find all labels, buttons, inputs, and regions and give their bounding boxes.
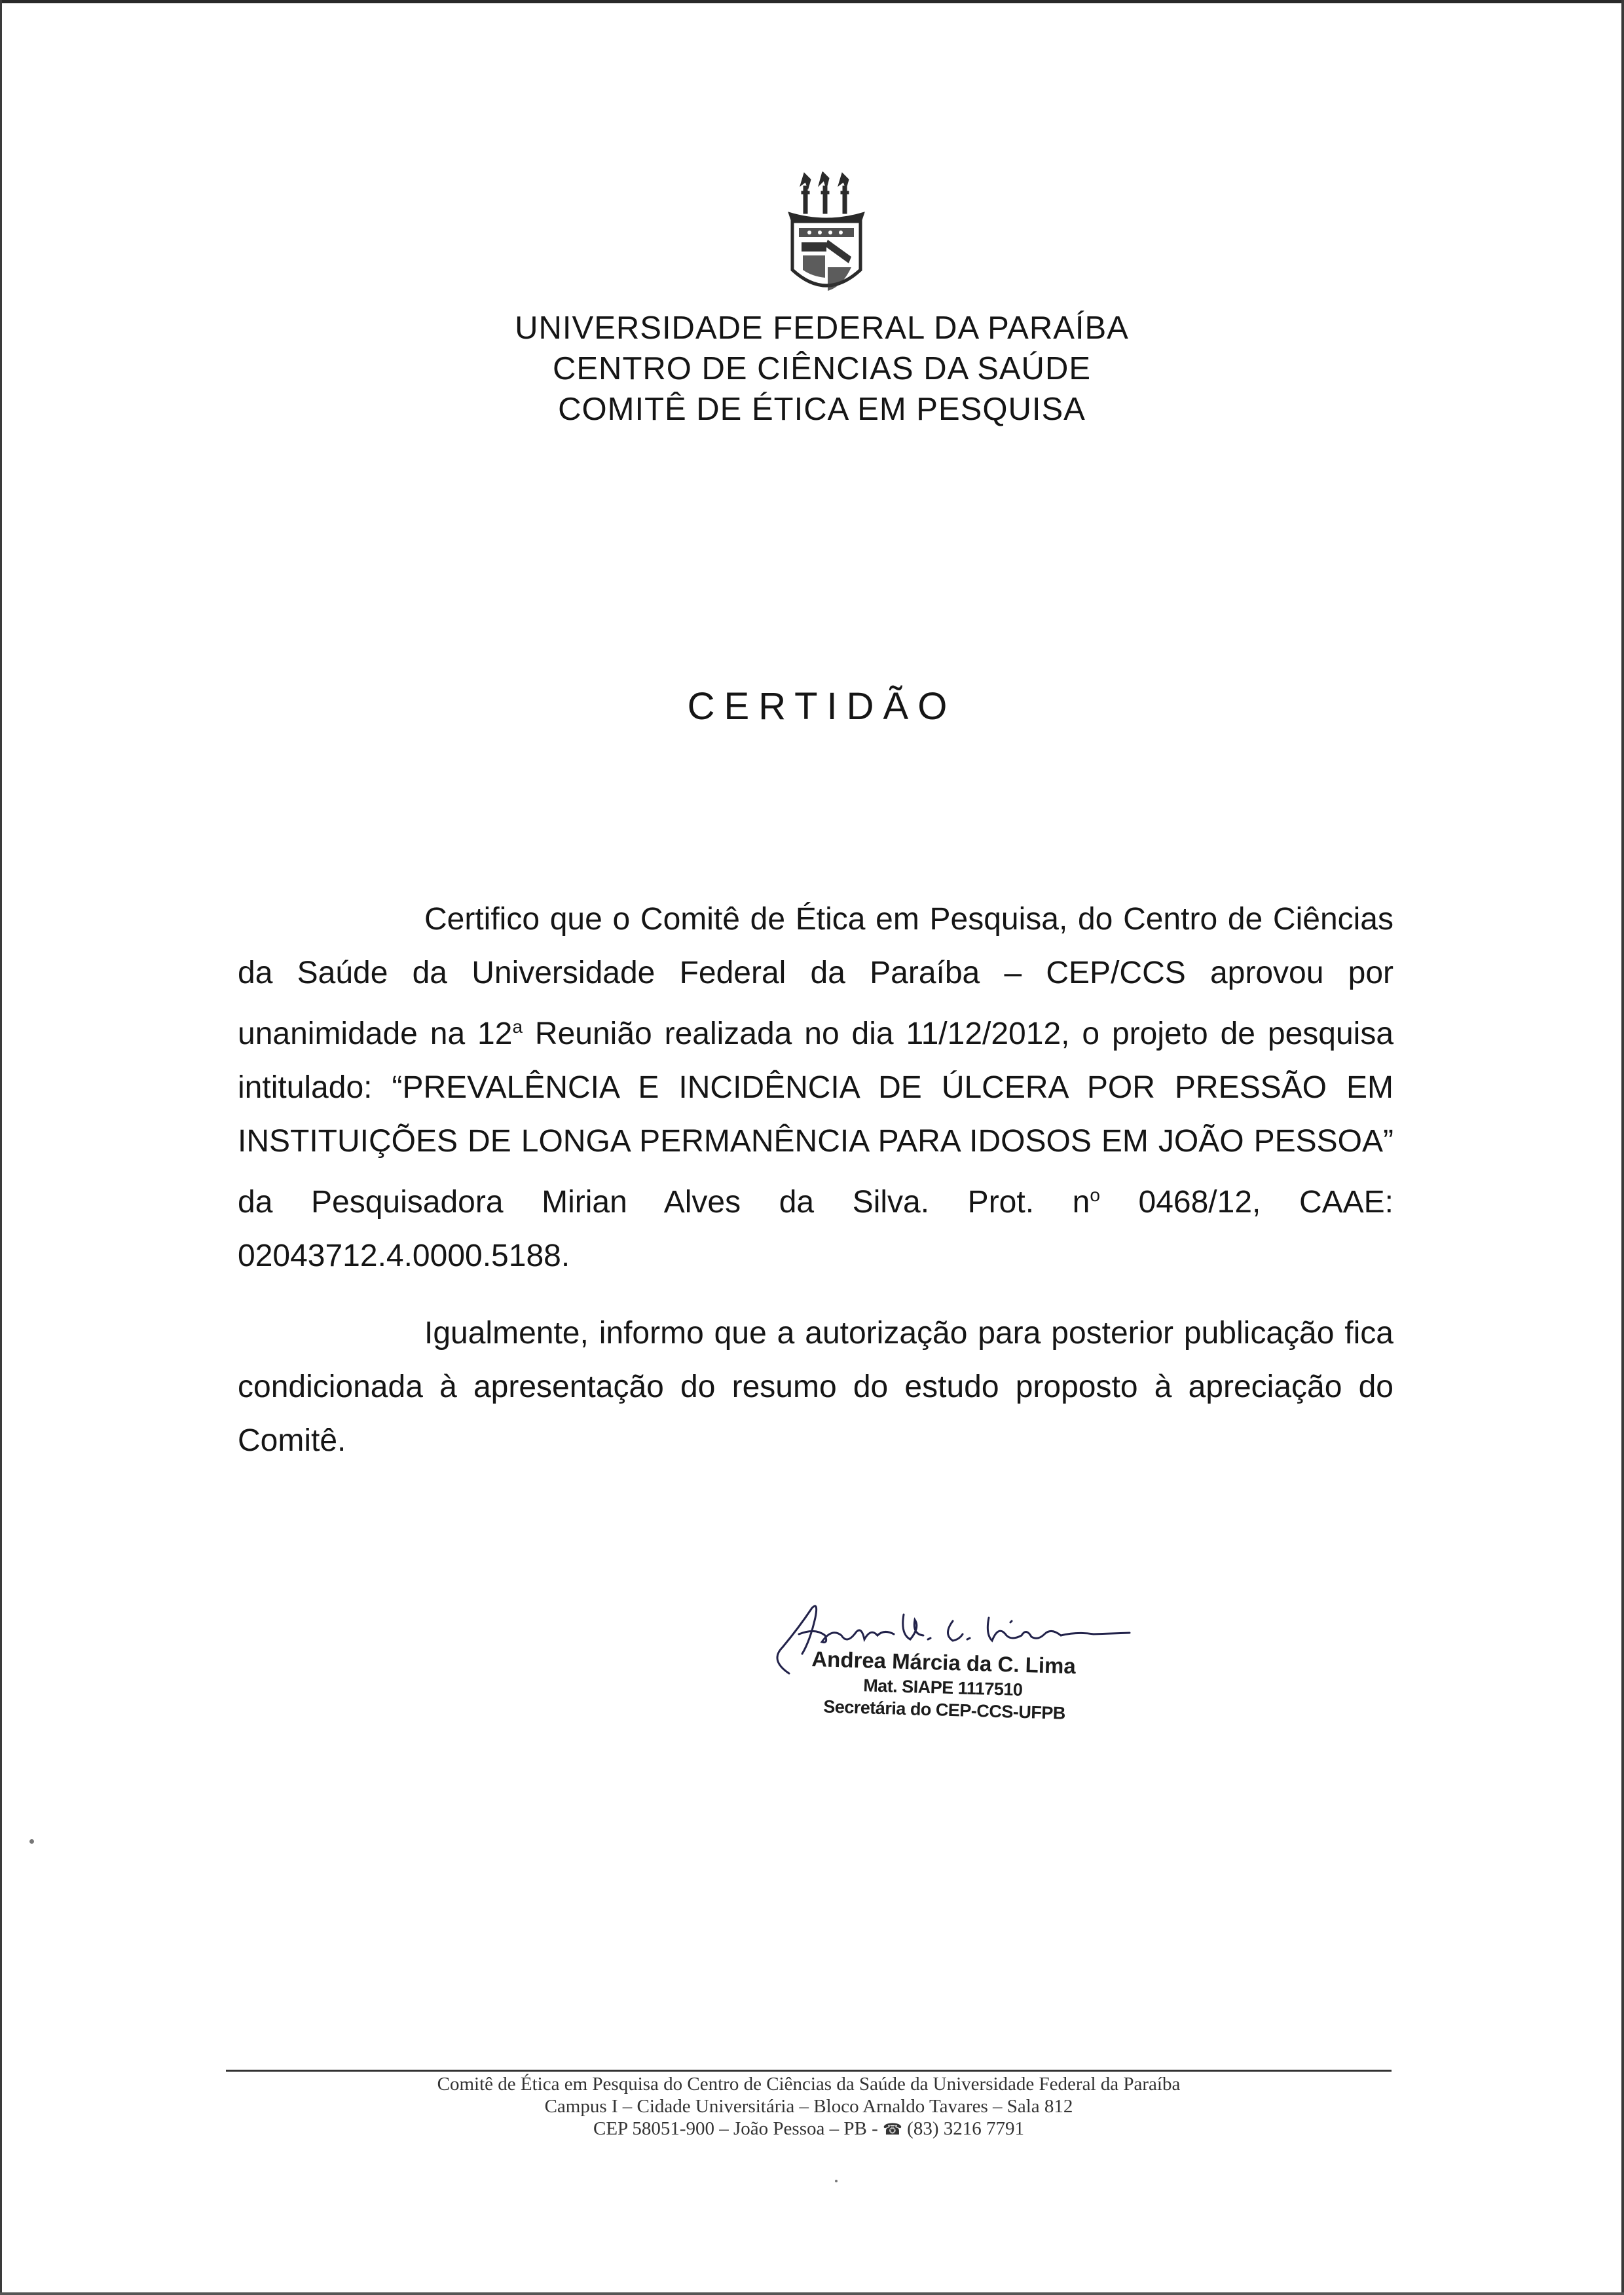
scan-edge-bottom <box>0 2292 1624 2295</box>
paragraph1-part-c: 0468/12, CAAE: 02043712.4.0000.5188. <box>238 1185 1394 1273</box>
scan-speck <box>835 2180 838 2182</box>
header-committee: COMITÊ DE ÉTICA EM PESQUISA <box>558 392 1086 427</box>
footer-line3 <box>216 2118 1401 2141</box>
header-center: CENTRO DE CIÊNCIAS DA SAÚDE <box>552 351 1092 386</box>
signer-registration: Mat. SIAPE 1117510 <box>862 1675 1023 1700</box>
footer-line1: Comitê de Ética em Pesquisa do Centro de Ciências da Saúde da Universidade Federal da Paraíba <box>437 2074 1181 2095</box>
footer-address <box>216 2073 1401 2141</box>
university-crest-logo <box>786 172 867 303</box>
header-university: UNIVERSIDADE FEDERAL DA PARAÍBA <box>515 310 1129 346</box>
signer-name: Andrea Márcia da C. Lima <box>811 1646 1077 1679</box>
certification-paragraph <box>238 893 1393 1283</box>
footer-phone: (83) 3216 7791 <box>902 2118 1024 2139</box>
document-title: CERTIDÃO <box>687 685 957 728</box>
scan-edge-top <box>0 0 1624 3</box>
paragraph2-text: Igualmente, informo que a autorização para posterior publicação fica condicionada à apresentação do resumo do estudo proposto à apreciação do Comitê. <box>238 1316 1393 1458</box>
scan-speck <box>29 1839 34 1844</box>
numero-marker: o <box>1090 1185 1100 1205</box>
ordinal-marker: a <box>512 1017 523 1037</box>
paragraph1-part-b: Reunião realizada no dia 11/12/2012, o projeto de pesquisa intitulado: “PREVALÊNCIA E INCIDÊNCIA DE ÚLCERA POR PRESSÃO EM INSTITUIÇÕES DE LONGA PERMANÊNCIA PARA IDOSOS EM JOÃO PESSOA” da Pesquisadora Mirian Alves da Silva. Prot. n <box>238 1017 1394 1220</box>
footer-postal: CEP 58051-900 – João Pessoa – PB - <box>593 2118 883 2139</box>
footer-line2: Campus I – Cidade Universitária – Bloco Arnaldo Tavares – Sala 812 <box>544 2096 1073 2117</box>
paragraph1-part-a: Certifico que o Comitê de Ética em Pesquisa, do Centro de Ciências da Saúde da Universidade Federal da Paraíba – CEP/CCS aprovou por unanimidade na 12 <box>238 902 1393 1051</box>
signer-role: Secretária do CEP-CCS-UFPB <box>822 1696 1066 1723</box>
phone-icon: ☎ <box>883 2121 902 2138</box>
signer-stamp <box>810 1645 1113 1726</box>
authorization-paragraph <box>238 1307 1393 1468</box>
institution-header <box>0 308 1624 430</box>
footer-divider <box>226 2070 1392 2072</box>
